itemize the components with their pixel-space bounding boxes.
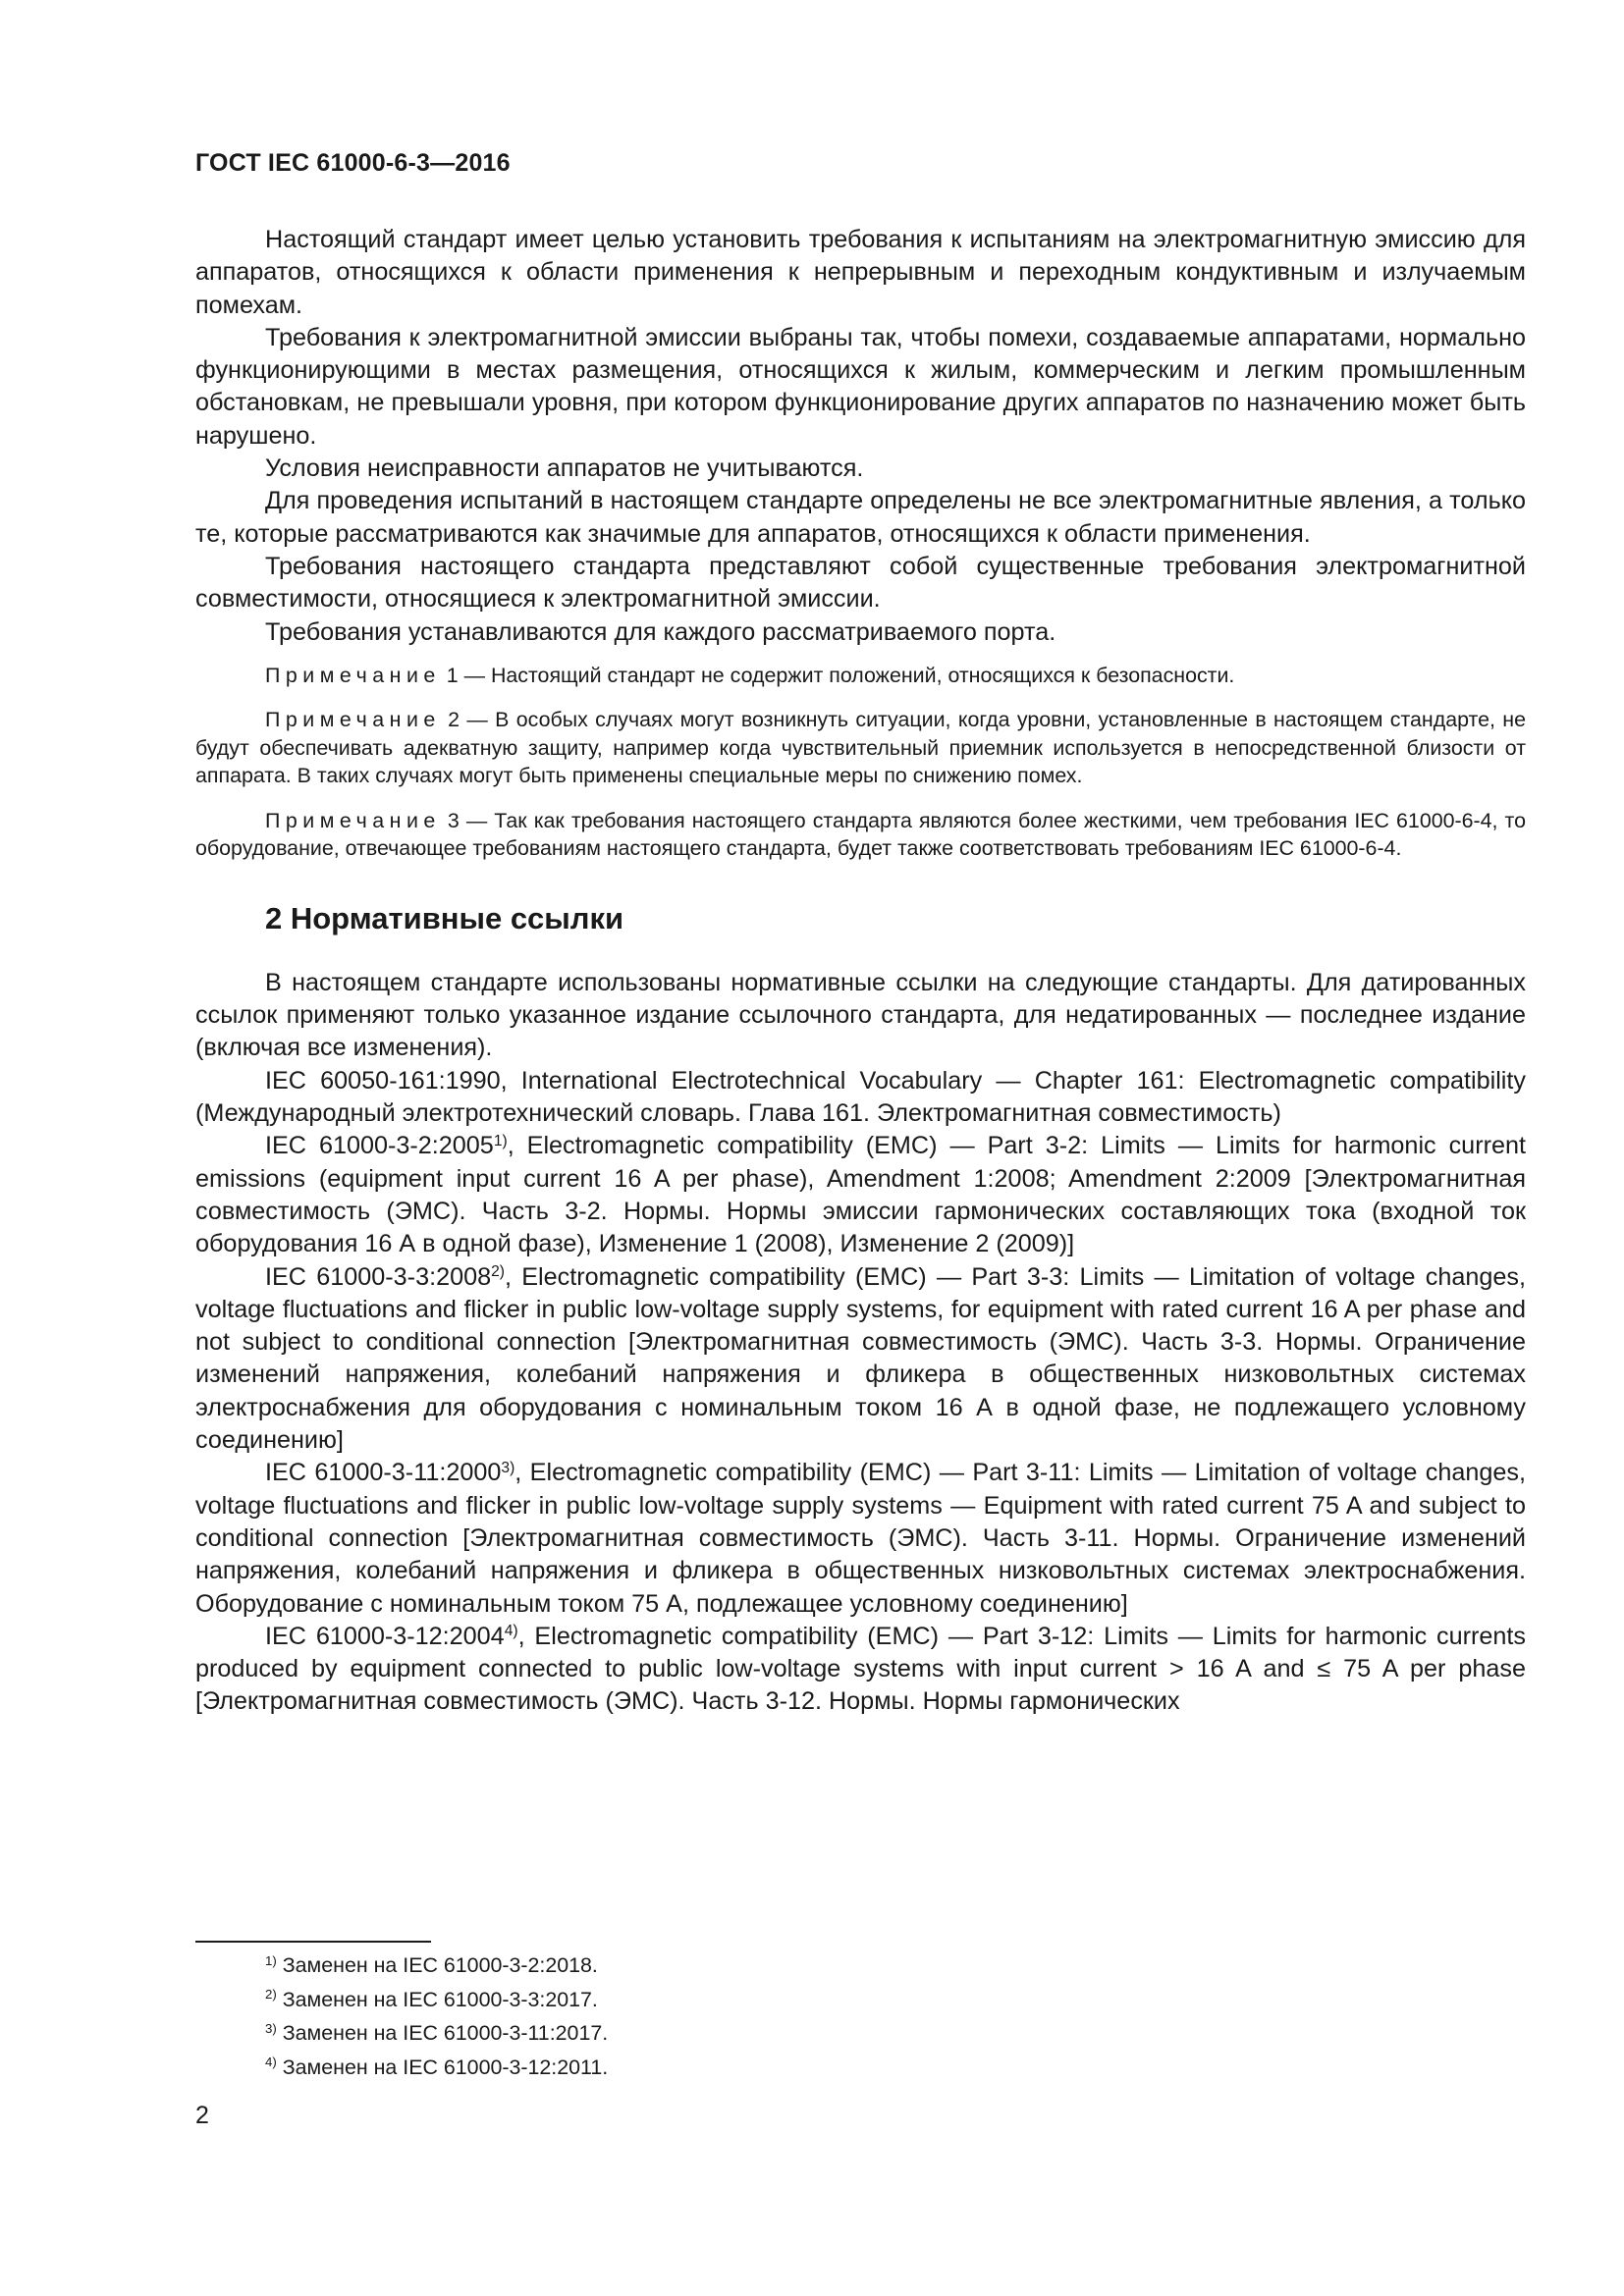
- reference-item: [195, 1457, 1526, 1620]
- footnote-text: Заменен на IEC 61000-3-3:2017.: [276, 1987, 598, 2011]
- footnote-ref[interactable]: 2): [491, 1262, 505, 1280]
- footnotes: [265, 1949, 608, 2084]
- note-number: 3: [447, 808, 460, 832]
- intro-paragraph-1: Настоящий стандарт имеет целью установить требования к испытаниям на электромагнитную эмиссию для аппаратов, относящихся к области применения к непрерывным и переходным кондуктивным и излучаемым помехам.: [195, 226, 1526, 319]
- section-intro: В настоящем стандарте использованы нормативные ссылки на следующие стандарты. Для датированных ссылок применяют только указанное издание ссылочного стандарта, для недатированных — последнее издание (включая все изменения).: [195, 968, 1526, 1062]
- spacer: [195, 689, 1526, 706]
- footnote-text: Заменен на IEC 61000-3-12:2011.: [276, 2055, 609, 2079]
- reference-text: , Electromagnetic compatibility (EMC) — Part 3-2: Limits — Limits for harmonic current emissions (equipment input current 16 A per phase), Amendment 1:2008; Amendment 2:2009 [Электромагнитная совместимость (ЭМС). Часть 3-2. Нормы. Нормы эмиссии гармонических составляющих тока (входной ток оборудования 16 А в одной фазе), Изменение 1 (2008), Изменение 2 (2009)]: [195, 1132, 1526, 1258]
- note-2: [195, 706, 1526, 790]
- footnote-divider: [195, 1941, 431, 1943]
- reference-code: IEC 61000-3-2:2005: [265, 1132, 494, 1160]
- reference-code: IEC 61000-3-3:2008: [265, 1262, 492, 1291]
- intro-paragraph-2: Требования к электромагнитной эмиссии выбраны так, чтобы помехи, создаваемые аппаратами, нормально функционирующими в местах размещения, относящихся к жилым, коммерческим и легким промышленным обстановкам, не превышали уровня, при котором функционирование других аппаратов по назначению может быть нарушено.: [195, 323, 1526, 450]
- spacer: [195, 790, 1526, 807]
- section-heading: 2 Нормативные ссылки: [265, 900, 624, 935]
- note-text: — В особых случаях могут возникнуть ситуации, когда уровни, установленные в настоящем стандарте, не будут обеспечивать адекватную защиту, например когда чувствительный приемник используется в непосредственной близости от аппарата. В таких случаях могут быть применены специальные меры по снижению помех.: [195, 708, 1526, 788]
- page-number: 2: [195, 2102, 209, 2129]
- note-1: [195, 662, 1526, 690]
- intro-paragraph-5: Требования настоящего стандарта представляют собой существенные требования электромагнитной совместимости, относящиеся к электромагнитной эмиссии.: [195, 552, 1526, 614]
- reference-text: , International Electrotechnical Vocabulary — Chapter 161: Electromagnetic compatibility (Международный электротехнический словарь. Глава 161. Электромагнитная совместимость): [195, 1066, 1526, 1128]
- footnote-ref[interactable]: 3): [501, 1459, 515, 1476]
- reference-text: , Electromagnetic compatibility (EMC) — Part 3-11: Limits — Limitation of voltage changes, voltage fluctuations and flicker in public low-voltage supply systems — Equipment with rated current 75 A and subject to conditional connection [Электромагнитная совместимость (ЭМС). Часть 3-11. Нормы. Ограничение изменений напряжения, колебаний напряжения и фликера в общественных низковольтных системах электроснабжения. Оборудование с номинальным током 75 А, подлежащее условному соединению]: [195, 1459, 1526, 1618]
- spacer: [195, 937, 1526, 967]
- footnote-item: [265, 2016, 608, 2051]
- reference-item: [195, 1261, 1526, 1458]
- spacer: [195, 649, 1526, 662]
- intro-paragraph-3: Условия неисправности аппаратов не учитываются.: [265, 454, 864, 483]
- reference-text: , Electromagnetic compatibility (EMC) — Part 3-3: Limits — Limitation of voltage changes, voltage fluctuations and flicker in public low-voltage supply systems, for equipment with rated current 16 A per phase and not subject to conditional connection [Электромагнитная совместимость (ЭМС). Часть 3-3. Нормы. Ограничение изменений напряжения, колебаний напряжения и фликера в общественных низковольтных системах электроснабжения для оборудования с номинальным током 16 А в одной фазе, не подлежащего условному соединению]: [195, 1262, 1526, 1455]
- note-text: — Настоящий стандарт не содержит положений, относящихся к безопасности.: [463, 663, 1235, 687]
- note-number: 2: [448, 708, 460, 732]
- reference-item: [195, 1065, 1526, 1131]
- footnote-item: [265, 1949, 608, 1983]
- intro-paragraph-6: Требования устанавливаются для каждого рассматриваемого порта.: [265, 617, 1056, 646]
- spacer: [195, 863, 1526, 900]
- footnote-item: [265, 2051, 608, 2085]
- note-label: Примечание: [265, 808, 441, 832]
- reference-item: [195, 1130, 1526, 1260]
- intro-paragraph-4: Для проведения испытаний в настоящем стандарте определены не все электромагнитные явления, а только те, которые рассматриваются как значимые для аппаратов, относящихся к области применения.: [195, 487, 1526, 548]
- reference-text: , Electromagnetic compatibility (EMC) — Part 3-12: Limits — Limits for harmonic currents produced by equipment connected to public low-voltage systems with input current > 16 A and ≤ 75 A per phase [Электромагнитная совместимость (ЭМС). Часть 3-12. Нормы. Нормы гармонических: [195, 1622, 1527, 1716]
- reference-item: [195, 1621, 1526, 1719]
- footnote-mark: 2): [265, 1987, 277, 2002]
- document-body: [195, 224, 1526, 1719]
- footnote-mark: 1): [265, 1952, 277, 1968]
- reference-code: IEC 61000-3-11:2000: [265, 1459, 502, 1487]
- footnote-item: [265, 1983, 608, 2017]
- reference-code: IEC 61000-3-12:2004: [265, 1622, 505, 1650]
- footnote-mark: 3): [265, 2020, 277, 2036]
- footnote-text: Заменен на IEC 61000-3-11:2017.: [276, 2021, 609, 2045]
- footnote-text: Заменен на IEC 61000-3-2:2018.: [276, 1953, 598, 1977]
- footnote-ref[interactable]: 4): [504, 1623, 518, 1640]
- note-3: [195, 807, 1526, 863]
- note-label: Примечание: [265, 663, 441, 687]
- footnote-mark: 4): [265, 2055, 277, 2070]
- note-label: Примечание: [265, 708, 441, 732]
- footnote-ref[interactable]: 1): [493, 1132, 508, 1149]
- note-number: 1: [446, 663, 459, 687]
- note-text: — Так как требования настоящего стандарта являются более жесткими, чем требования IEC 61000-6-4, то оборудование, отвечающее требованиям настоящего стандарта, будет также соответствовать требованиям IEC 61000-6-4.: [195, 808, 1526, 861]
- document-header: ГОСТ IEC 61000-6-3—2016: [195, 149, 511, 177]
- reference-code: IEC 60050-161:1990: [265, 1066, 501, 1095]
